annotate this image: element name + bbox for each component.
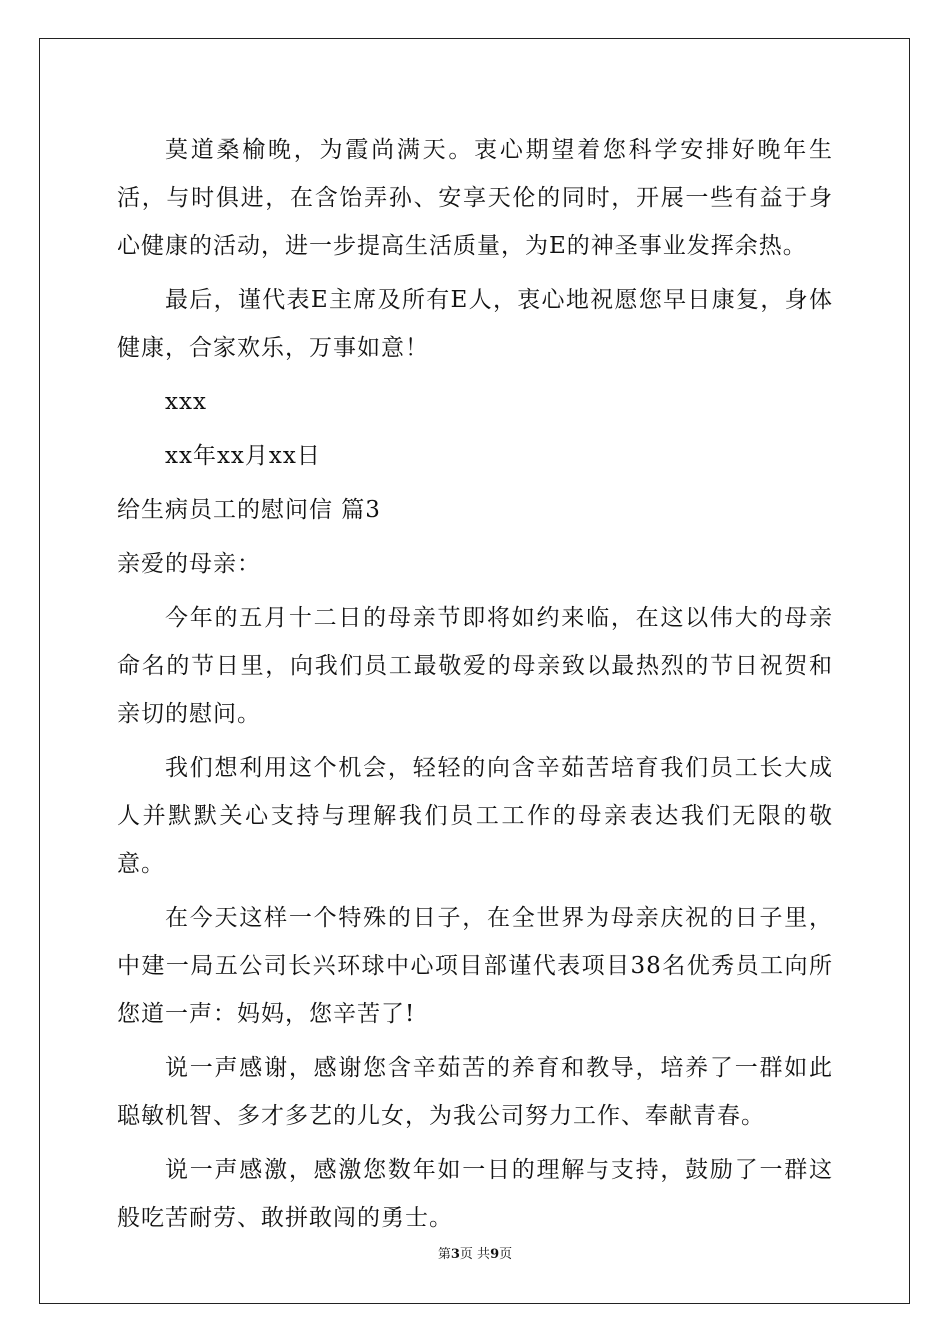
signature-date: xx年xx月xx日 bbox=[165, 443, 321, 469]
page-prefix: 第 bbox=[437, 1247, 451, 1262]
paragraph-thanks: 说一声感谢，感谢您含辛茹苦的养育和教导，培养了一群如此聪敏机智、多才多艺的儿女，为我公司努力工作、奉献青春。 bbox=[117, 1055, 833, 1129]
signature-name: xxx bbox=[165, 389, 207, 415]
salutation: 亲爱的母亲： bbox=[117, 551, 261, 577]
paragraph-closing-wish: 莫道桑榆晚，为霞尚满天。衷心期望着您科学安排好晚年生活，与时俱进，在含饴弄孙、安享天伦的同时，开展一些有益于身心健康的活动，进一步提高生活质量，为E的神圣事业发挥余热。 bbox=[117, 137, 833, 259]
page-suffix: 页 bbox=[499, 1247, 513, 1262]
paragraph-final-regards: 最后，谨代表E主席及所有E人，衷心地祝愿您早日康复，身体健康，合家欢乐，万事如意！ bbox=[117, 287, 833, 361]
paragraph-gratitude: 说一声感激，感激您数年如一日的理解与支持，鼓励了一群这般吃苦耐劳、敢拼敢闯的勇士。 bbox=[117, 1157, 833, 1231]
page-current-number: 3 bbox=[450, 1247, 460, 1262]
paragraph-mothers-day: 今年的五月十二日的母亲节即将如约来临，在这以伟大的母亲命名的节日里，向我们员工最敬爱的母亲致以最热烈的节日祝贺和亲切的慰问。 bbox=[117, 605, 833, 727]
page-total-number: 9 bbox=[490, 1247, 500, 1262]
paragraph-greeting: 在今天这样一个特殊的日子，在全世界为母亲庆祝的日子里，中建一局五公司长兴环球中心项目部谨代表项目38名优秀员工向所您道一声：妈妈，您辛苦了! bbox=[117, 905, 833, 1027]
page-footer bbox=[0, 1246, 950, 1264]
section-heading: 给生病员工的慰问信 篇3 bbox=[117, 497, 381, 523]
paragraph-respect: 我们想利用这个机会，轻轻的向含辛茹苦培育我们员工长大成人并默默关心支持与理解我们员工工作的母亲表达我们无限的敬意。 bbox=[117, 755, 833, 877]
document-body bbox=[117, 126, 833, 1242]
page-mid: 页 共 bbox=[459, 1247, 491, 1262]
